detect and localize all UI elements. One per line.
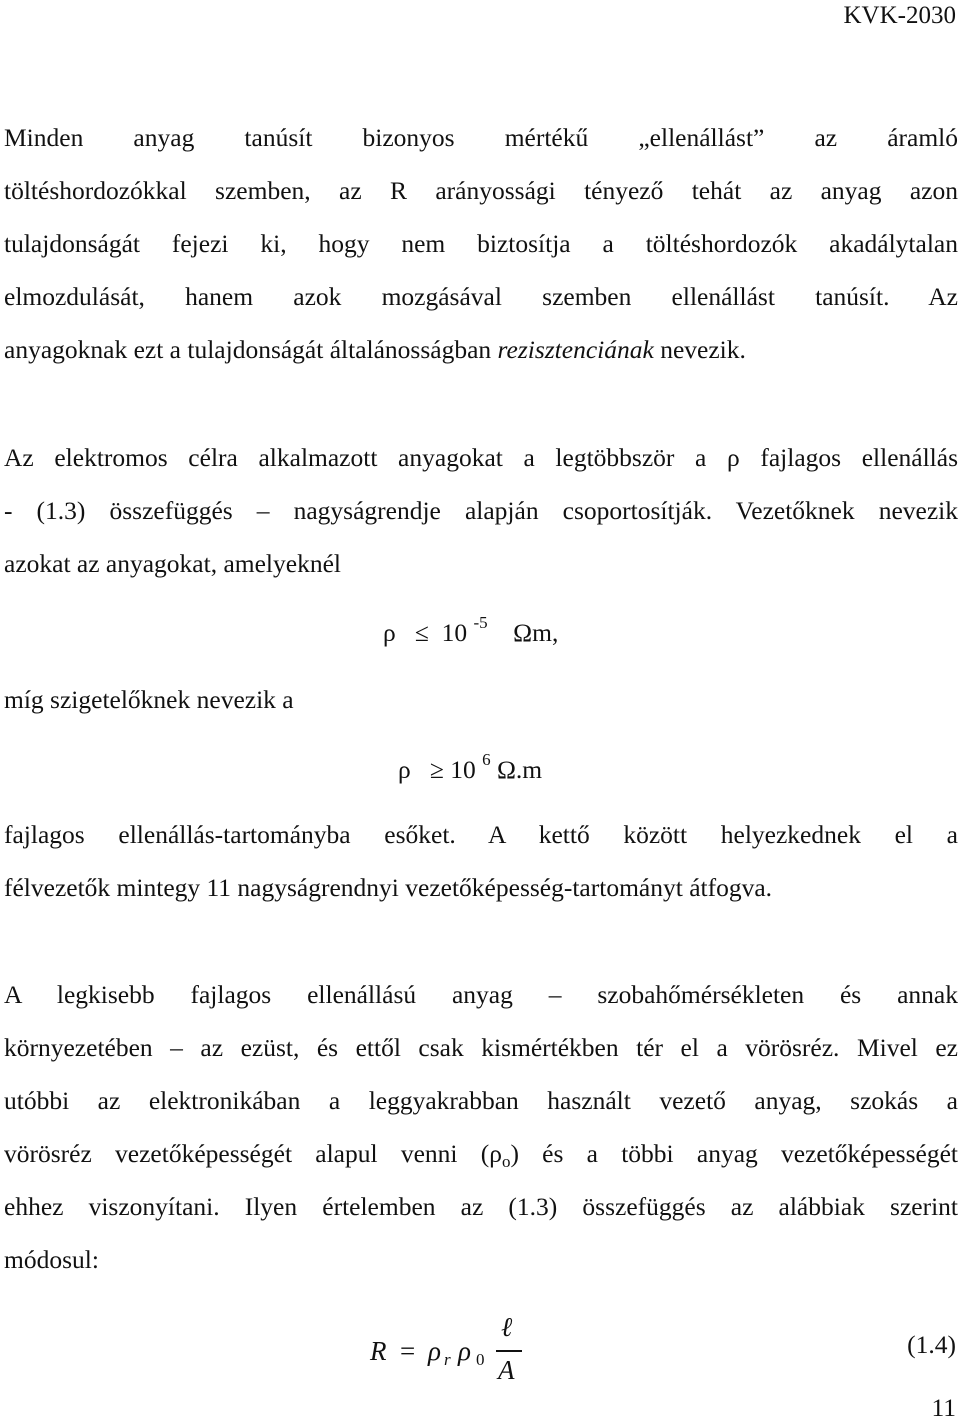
eq-equals: = [400,1336,416,1366]
eq-denominator: A [498,1355,515,1385]
exponent: -5 [473,613,488,632]
operator: ≤ [414,618,429,647]
subscript: o [501,1152,511,1171]
formula-conductor [383,613,559,648]
equation-1-4 [370,1310,550,1400]
italic-term: rezisztenciának [497,335,654,364]
exponent: 6 [482,750,491,769]
text-line [4,1139,958,1169]
eq-rho: ρ [428,1336,441,1366]
text-line: fajlagos ellenállás-tartományba esőket. A kettő között helyezkednek el a [4,820,958,849]
document-header: KVK-2030 [843,2,956,29]
page-number: 11 [931,1393,956,1422]
fraction-bar [496,1350,522,1352]
text-line: míg szigetelőknek nevezik a [4,685,294,714]
rho-symbol: ρ [398,755,411,784]
text-line: félvezetők mintegy 11 nagyságrendnyi vezetőképesség-tartományt átfogva. [4,873,773,902]
eq-sub-0: 0 [476,1350,485,1369]
unit: Ω.m [496,755,543,784]
eq-sub-r: r [444,1350,451,1369]
base: 10 [441,618,468,647]
base: 10 [450,755,476,784]
text-line [4,335,958,365]
text-line: ehhez viszonyítani. Ilyen értelemben az (1.3) összefüggés az alábbiak szerint [4,1192,958,1221]
text-line: azokat az anyagokat, amelyeknél [4,549,341,578]
formula-insulator [398,750,543,785]
text-line: utóbbi az elektronikában a leggyakrabban használt vezető anyag, szokás a [4,1086,958,1115]
text-span: ) és a többi anyag vezetőképességét [510,1139,958,1168]
text-line: elmozdulását, hanem azok mozgásával szemben ellenállást tanúsít. Az [4,282,958,311]
operator: ≥ [429,755,444,784]
eq-numerator: ℓ [501,1312,513,1342]
text-line: környezetében – az ezüst, és ettől csak kismértékben tér el a vörösréz. Mivel ez [4,1033,958,1062]
text-span: vörösréz vezetőképességét alapul venni (ρ [4,1139,502,1168]
equation-number: (1.4) [907,1330,956,1359]
rho-symbol: ρ [383,618,396,647]
eq-lhs: R [370,1336,387,1366]
text-line: töltéshordozókkal szemben, az R arányossági tényező tehát az anyag azon [4,176,958,205]
text-span: anyagoknak ezt a tulajdonságát általánosságban [4,335,498,364]
text-line: tulajdonságát fejezi ki, hogy nem biztosítja a töltéshordozók akadálytalan [4,229,958,258]
text-line: - (1.3) összefüggés – nagyságrendje alapján csoportosítják. Vezetőknek nevezik [4,496,958,525]
eq-rho: ρ [458,1336,471,1366]
text-line: Az elektromos célra alkalmazott anyagokat a legtöbbször a ρ fajlagos ellenállás [4,443,958,472]
text-line: Minden anyag tanúsít bizonyos mértékű „ellenállást” az áramló [4,123,958,152]
unit: Ωm, [513,618,559,647]
text-span: nevezik. [653,335,746,364]
text-line: A legkisebb fajlagos ellenállású anyag – szobahőmérsékleten és annak [4,980,958,1009]
text-line: módosul: [4,1245,99,1274]
